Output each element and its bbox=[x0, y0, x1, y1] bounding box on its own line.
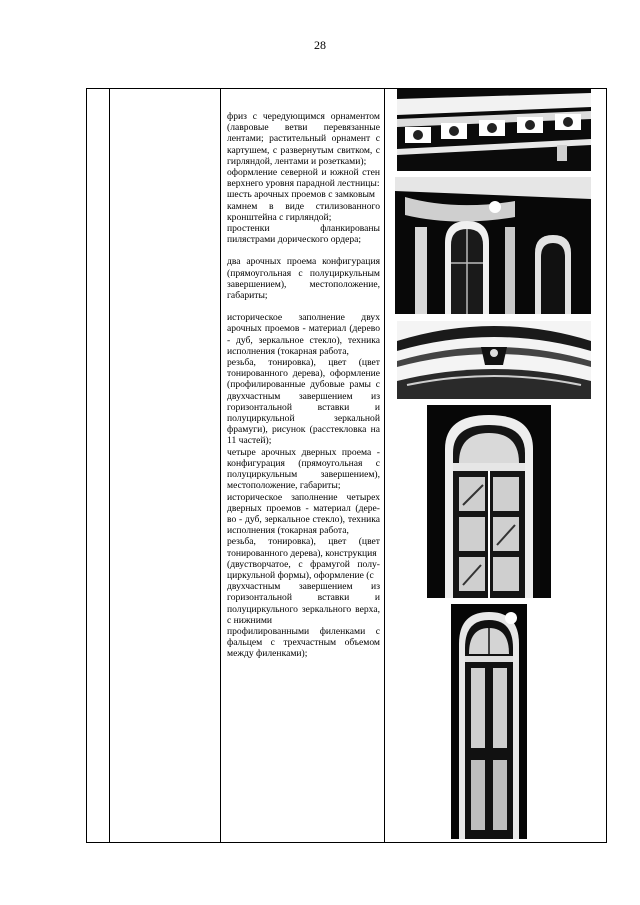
description-line: камнем в виде стилизованного кронштейна с гирляндой; bbox=[227, 200, 380, 223]
description-line: два арочных проема конфигурация (прямоугольная с полуциркульным завершением), местоположение, габариты; bbox=[227, 256, 380, 302]
name-cell bbox=[110, 89, 221, 843]
description-line: фриз с чередующимся орнаментом (лавровые ветви перевязанные лентами; растительный орнамент с картушем, с развернутым свитком, с гирляндой, лентами и розетками); bbox=[227, 111, 380, 167]
table-row bbox=[87, 89, 607, 843]
monument-table bbox=[86, 88, 607, 843]
staircase-arches-photo bbox=[395, 177, 591, 314]
description-line: шесть арочных проемов с замковым bbox=[227, 189, 376, 201]
description-line: четыре арочных дверных проема - конфигурация (прямоугольная с полуциркульным завершением), местоположение, габариты; bbox=[227, 446, 380, 492]
number-cell bbox=[87, 89, 110, 843]
description-text bbox=[221, 89, 384, 660]
page-number: 28 bbox=[314, 38, 326, 52]
description-line: двухчастным завершением из горизонтальной вставки и полуциркульного зеркального верха, с нижними bbox=[227, 581, 380, 626]
description-line: простенки фланкированы пилястрами дорического ордера; bbox=[227, 223, 380, 246]
photo-column bbox=[385, 89, 606, 842]
description-line: резьба, тонировка), цвет (цвет тонированного дерева), конструкция bbox=[227, 536, 380, 559]
description-line: резьба, тонировка), цвет (цвет тонированного дерева), оформление (профилированные дубовые рамы с двухчастным завершением из горизонтальной вставки и полуциркульной зеркальной фрамуги), рисунок (расстекловка на 11 частей); bbox=[227, 357, 380, 447]
description-line: профилированными филенками с фальцем с трехчастным объемом между филенками); bbox=[227, 625, 380, 660]
keystone-photo bbox=[397, 321, 591, 399]
description-line: (двустворчатое, с фрамугой полу-циркульной формы), оформление (с bbox=[227, 558, 380, 581]
frieze-photo bbox=[397, 89, 591, 171]
description-line: историческое заполнение четырех дверных проемов - материал (дере-во - дуб, зеркальное стекло), техника исполнения (токарная работа, bbox=[227, 491, 380, 537]
description-line: историческое заполнение двух арочных проемов - материал (дерево - дуб, зеркальное стекло), техника исполнения (токарная работа, bbox=[227, 312, 380, 357]
arched-door-photo bbox=[451, 604, 527, 839]
description-cell bbox=[221, 89, 385, 843]
arched-window-photo bbox=[427, 405, 551, 598]
photo-cell bbox=[385, 89, 607, 843]
description-line: оформление северной и южной стен верхнего уровня парадной лестницы: bbox=[227, 167, 380, 190]
